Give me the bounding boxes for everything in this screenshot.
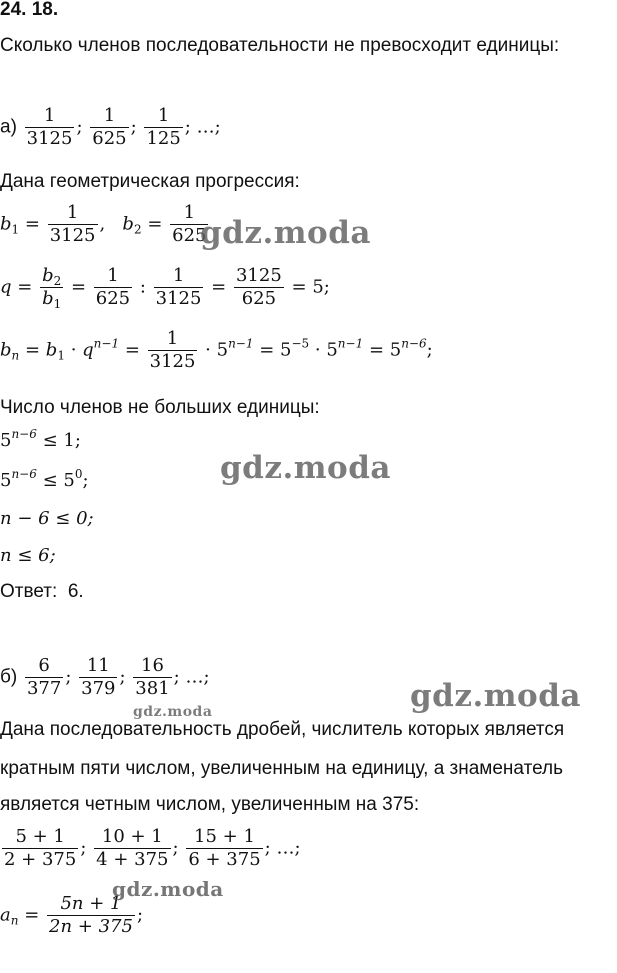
fraction: $\frac{5 + 1}{2 + 375}$ — [4, 826, 77, 870]
problem-number: 24. 18. — [0, 0, 59, 20]
geometric-intro: Дана геометрическая прогрессия: — [0, 171, 300, 192]
part-a-label: а) — [0, 116, 17, 138]
part-b-text-line-1: Дана последовательность дробей, числитель которых является — [0, 719, 565, 740]
fraction: $\frac{6}{377}$ — [26, 655, 62, 699]
watermark: gdz.moda — [410, 678, 581, 714]
inequality-2: $5^{n-6} \le 5^0$; — [0, 467, 89, 491]
watermark: gdz.moda — [133, 704, 213, 720]
answer-line — [0, 580, 84, 604]
watermark: gdz.moda — [220, 450, 391, 486]
watermark: gdz.moda — [112, 877, 224, 901]
part-b-text-line-3: является четным числом, увеличенным на 375: — [0, 794, 420, 815]
inequality-3: n − 6 ≤ 0; — [0, 508, 94, 529]
q-line: q = $\frac{b_2}{b_1}$ = $\frac{1}{625}$ : $\frac{1}{3125}$ = $\frac{3125}{625}$ = 5; — [0, 265, 330, 311]
part-b-label: б) — [0, 666, 18, 688]
fraction: $\frac{10 + 1}{4 + 375}$ — [96, 826, 169, 870]
count-intro: Число членов не больших единицы: — [0, 397, 320, 418]
problem-question: Сколько членов последовательности не превосходит единицы: — [0, 35, 560, 56]
bn-line: $b_n = b_1 \cdot q^{n-1}$ = $\frac{1}{3125}$ · $5^{n-1} = 5^{-5} \cdot 5^{n-1} = 5^{n-6}$; — [0, 328, 433, 372]
fraction: $\frac{16}{381}$ — [135, 655, 170, 699]
fraction: $\frac{15 + 1}{6 + 375}$ — [188, 826, 261, 870]
b1-b2-line: $b_1$ = $\frac{1}{3125}$ , $b_2$ = $\frac{1}{625}$ — [0, 202, 207, 246]
answer-label: Ответ: — [0, 581, 58, 602]
part-a-sequence: а) $\frac{1}{3125}$ ; $\frac{1}{625}$ ; $\frac{1}{125}$ ; …; — [0, 105, 221, 149]
fraction: $\frac{11}{379}$ — [81, 655, 116, 699]
inequality-1: $5^{n-6} \le 1$; — [0, 427, 81, 451]
fraction: $\frac{1}{625}$ — [92, 105, 127, 149]
inequality-4: n ≤ 6; — [0, 545, 56, 566]
answer-value: 6. — [67, 581, 84, 602]
fraction: $\frac{1}{3125}$ — [26, 105, 73, 149]
expanded-sequence: $\frac{5 + 1}{2 + 375}$ ; $\frac{10 + 1}{4 + 375}$ ; $\frac{15 + 1}{6 + 375}$ ; …; — [4, 826, 301, 870]
part-b-text-line-2: кратным пяти числом, увеличенным на единицу, а знаменатель — [0, 758, 563, 779]
part-b-sequence: б) $\frac{6}{377}$ ; $\frac{11}{379}$ ; $\frac{16}{381}$ ; …; — [0, 655, 210, 699]
watermark: gdz.moda — [200, 215, 371, 251]
an-formula: $a_n$ = $\frac{5n + 1}{2n + 375}$ ; — [0, 893, 144, 937]
fraction: $\frac{1}{125}$ — [146, 105, 181, 149]
